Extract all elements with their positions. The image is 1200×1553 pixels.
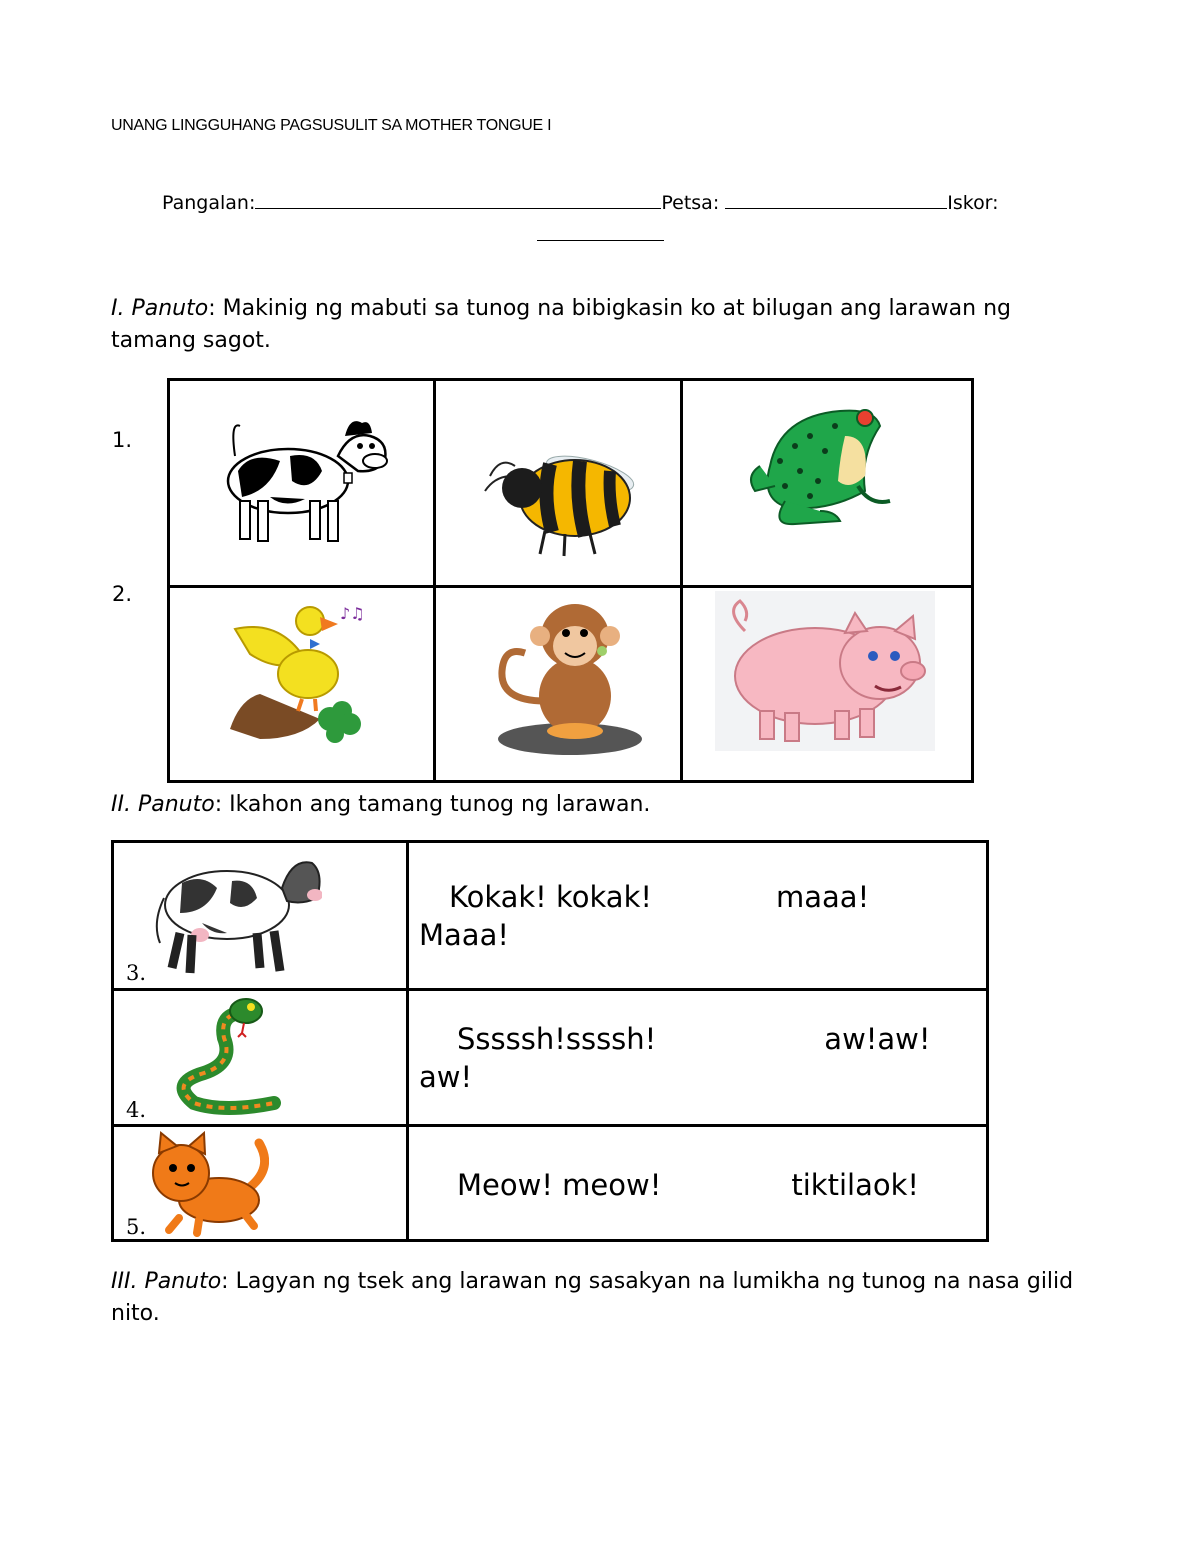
- section3-text: : Lagyan ng tsek ang larawan ng sasakyan na lumikha ng tunog na nasa gilid nito.: [111, 1269, 1074, 1326]
- sound-option[interactable]: aw!aw!: [824, 1022, 931, 1056]
- section1-label: I. Panuto: [111, 296, 209, 321]
- section1-text: : Makinig ng mabuti sa tunog na bibigkasin ko at bilugan ang larawan ng tamang sagot.: [111, 296, 1011, 353]
- bee-icon[interactable]: [480, 436, 640, 561]
- row-number-3: 3.: [126, 961, 147, 985]
- pig-icon[interactable]: [715, 591, 935, 751]
- score-label: Iskor:: [947, 192, 999, 214]
- monkey-icon[interactable]: [490, 591, 645, 756]
- svg-text:♪♫: ♪♫: [340, 604, 365, 623]
- score-blank[interactable]: [537, 240, 664, 241]
- name-label: Pangalan:: [162, 192, 256, 214]
- sound-choices-3: [419, 878, 869, 954]
- section1-instruction: [111, 293, 1101, 357]
- sound-option[interactable]: Kokak! kokak!: [449, 880, 652, 914]
- cow-icon[interactable]: [210, 401, 400, 551]
- sound-option[interactable]: aw!: [419, 1060, 473, 1094]
- section2-text: : Ikahon ang tamang tunog ng larawan.: [214, 792, 651, 817]
- row-number-4: 4.: [126, 1098, 147, 1122]
- sound-option[interactable]: Sssssh!ssssh!: [457, 1022, 657, 1056]
- name-blank[interactable]: [255, 188, 661, 209]
- section3-label: III. Panuto: [111, 1269, 222, 1294]
- sound-option[interactable]: maaa!: [776, 880, 870, 914]
- worksheet-title: UNANG LINGGUHANG PAGSUSULIT SA MOTHER TONGUE I: [111, 117, 552, 134]
- snake-icon[interactable]: [154, 993, 294, 1118]
- sound-option[interactable]: Meow! meow!: [457, 1168, 662, 1202]
- date-blank[interactable]: [725, 188, 947, 209]
- student-info-line: [162, 188, 999, 214]
- item-number-1: 1.: [112, 428, 133, 452]
- item-number-2: 2.: [112, 582, 133, 606]
- frog-icon[interactable]: [740, 396, 900, 536]
- sound-table: [111, 840, 989, 1242]
- date-label: Petsa:: [661, 192, 720, 214]
- sound-choices-5: [419, 1166, 919, 1204]
- cat-icon[interactable]: [149, 1128, 269, 1238]
- row-number-5: 5.: [126, 1215, 147, 1239]
- section2-instruction: [111, 789, 1101, 821]
- sound-option[interactable]: Maaa!: [419, 918, 509, 952]
- cow-icon[interactable]: [152, 843, 322, 983]
- section3-instruction: [111, 1266, 1101, 1330]
- section2-label: II. Panuto: [111, 792, 215, 817]
- picture-grid: [167, 378, 974, 783]
- bird-icon[interactable]: [220, 599, 380, 749]
- sound-option[interactable]: tiktilaok!: [791, 1168, 919, 1202]
- sound-choices-4: [419, 1020, 931, 1096]
